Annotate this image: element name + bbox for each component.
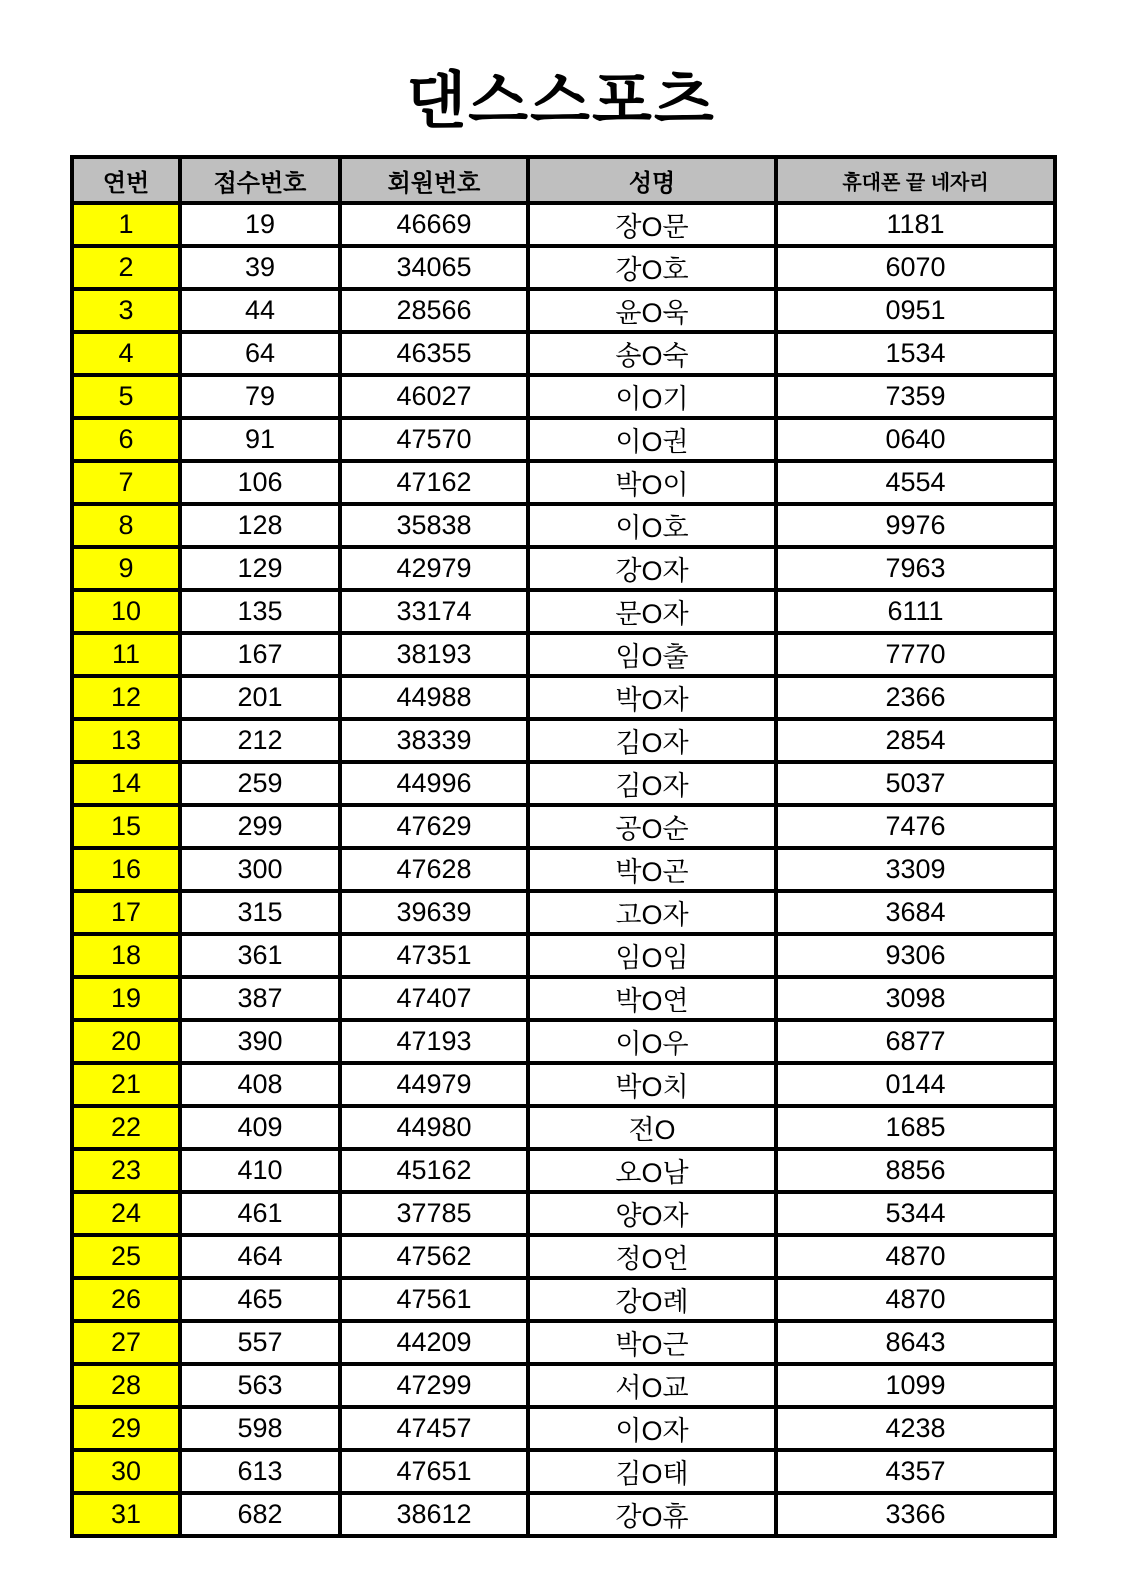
serial-cell: 21 (72, 1063, 180, 1106)
name-cell: 임O임 (528, 934, 776, 977)
table-row (72, 676, 1055, 719)
member-no-cell: 47351 (340, 934, 528, 977)
phone-last4-cell: 2854 (776, 719, 1055, 762)
receipt-no-cell: 167 (180, 633, 340, 676)
phone-last4-cell: 6070 (776, 246, 1055, 289)
header-receipt-no: 접수번호 (180, 157, 340, 203)
member-no-cell: 28566 (340, 289, 528, 332)
table-row (72, 1364, 1055, 1407)
name-cell: 문O자 (528, 590, 776, 633)
header-name: 성명 (528, 157, 776, 203)
table-row (72, 1493, 1055, 1536)
phone-last4-cell: 4554 (776, 461, 1055, 504)
serial-cell: 7 (72, 461, 180, 504)
serial-cell: 6 (72, 418, 180, 461)
serial-cell: 26 (72, 1278, 180, 1321)
table-row (72, 332, 1055, 375)
member-no-cell: 35838 (340, 504, 528, 547)
name-cell: 이O권 (528, 418, 776, 461)
serial-cell: 4 (72, 332, 180, 375)
receipt-no-cell: 64 (180, 332, 340, 375)
name-cell: 김O자 (528, 762, 776, 805)
table-row (72, 805, 1055, 848)
phone-last4-cell: 0144 (776, 1063, 1055, 1106)
receipt-no-cell: 135 (180, 590, 340, 633)
name-cell: 김O자 (528, 719, 776, 762)
receipt-no-cell: 461 (180, 1192, 340, 1235)
serial-cell: 11 (72, 633, 180, 676)
phone-last4-cell: 3309 (776, 848, 1055, 891)
table-row (72, 246, 1055, 289)
member-no-cell: 33174 (340, 590, 528, 633)
table-row (72, 1278, 1055, 1321)
name-cell: 박O자 (528, 676, 776, 719)
header-phone-last4: 휴대폰 끝 네자리 (776, 157, 1055, 203)
receipt-no-cell: 613 (180, 1450, 340, 1493)
member-no-cell: 46355 (340, 332, 528, 375)
receipt-no-cell: 557 (180, 1321, 340, 1364)
receipt-no-cell: 44 (180, 289, 340, 332)
table-body (72, 203, 1055, 1536)
member-no-cell: 38339 (340, 719, 528, 762)
member-no-cell: 47299 (340, 1364, 528, 1407)
serial-cell: 30 (72, 1450, 180, 1493)
name-cell: 서O교 (528, 1364, 776, 1407)
table-row (72, 848, 1055, 891)
serial-cell: 22 (72, 1106, 180, 1149)
serial-cell: 14 (72, 762, 180, 805)
serial-cell: 8 (72, 504, 180, 547)
receipt-no-cell: 390 (180, 1020, 340, 1063)
receipt-no-cell: 300 (180, 848, 340, 891)
receipt-no-cell: 563 (180, 1364, 340, 1407)
phone-last4-cell: 4870 (776, 1235, 1055, 1278)
table-row (72, 461, 1055, 504)
receipt-no-cell: 682 (180, 1493, 340, 1536)
phone-last4-cell: 7963 (776, 547, 1055, 590)
receipt-no-cell: 408 (180, 1063, 340, 1106)
receipt-no-cell: 299 (180, 805, 340, 848)
member-no-cell: 42979 (340, 547, 528, 590)
receipt-no-cell: 106 (180, 461, 340, 504)
receipt-no-cell: 79 (180, 375, 340, 418)
member-no-cell: 47651 (340, 1450, 528, 1493)
phone-last4-cell: 8643 (776, 1321, 1055, 1364)
member-no-cell: 47162 (340, 461, 528, 504)
receipt-no-cell: 39 (180, 246, 340, 289)
serial-cell: 12 (72, 676, 180, 719)
table-row (72, 633, 1055, 676)
phone-last4-cell: 1534 (776, 332, 1055, 375)
phone-last4-cell: 1685 (776, 1106, 1055, 1149)
serial-cell: 25 (72, 1235, 180, 1278)
table-row (72, 590, 1055, 633)
name-cell: 송O숙 (528, 332, 776, 375)
phone-last4-cell: 5344 (776, 1192, 1055, 1235)
table-row (72, 203, 1055, 246)
phone-last4-cell: 5037 (776, 762, 1055, 805)
receipt-no-cell: 387 (180, 977, 340, 1020)
member-no-cell: 47407 (340, 977, 528, 1020)
member-no-cell: 47628 (340, 848, 528, 891)
table-row (72, 1106, 1055, 1149)
serial-cell: 16 (72, 848, 180, 891)
receipt-no-cell: 201 (180, 676, 340, 719)
serial-cell: 2 (72, 246, 180, 289)
table-row (72, 934, 1055, 977)
member-no-cell: 34065 (340, 246, 528, 289)
member-no-cell: 47193 (340, 1020, 528, 1063)
receipt-no-cell: 212 (180, 719, 340, 762)
table-row (72, 375, 1055, 418)
name-cell: 오O남 (528, 1149, 776, 1192)
phone-last4-cell: 4357 (776, 1450, 1055, 1493)
member-no-cell: 47570 (340, 418, 528, 461)
receipt-no-cell: 465 (180, 1278, 340, 1321)
name-cell: 박O연 (528, 977, 776, 1020)
name-cell: 장O문 (528, 203, 776, 246)
table-header (72, 157, 1055, 203)
serial-cell: 1 (72, 203, 180, 246)
serial-cell: 5 (72, 375, 180, 418)
member-no-cell: 46027 (340, 375, 528, 418)
name-cell: 이O자 (528, 1407, 776, 1450)
name-cell: 윤O욱 (528, 289, 776, 332)
member-no-cell: 47562 (340, 1235, 528, 1278)
member-no-cell: 46669 (340, 203, 528, 246)
name-cell: 이O기 (528, 375, 776, 418)
header-row (72, 157, 1055, 203)
phone-last4-cell: 0951 (776, 289, 1055, 332)
table-row (72, 1063, 1055, 1106)
header-serial: 연번 (72, 157, 180, 203)
member-no-cell: 38193 (340, 633, 528, 676)
serial-cell: 15 (72, 805, 180, 848)
phone-last4-cell: 3684 (776, 891, 1055, 934)
name-cell: 박O치 (528, 1063, 776, 1106)
table-row (72, 504, 1055, 547)
phone-last4-cell: 3366 (776, 1493, 1055, 1536)
name-cell: 박O곤 (528, 848, 776, 891)
receipt-no-cell: 464 (180, 1235, 340, 1278)
phone-last4-cell: 9306 (776, 934, 1055, 977)
name-cell: 강O자 (528, 547, 776, 590)
serial-cell: 9 (72, 547, 180, 590)
name-cell: 이O우 (528, 1020, 776, 1063)
serial-cell: 13 (72, 719, 180, 762)
name-cell: 전O (528, 1106, 776, 1149)
serial-cell: 10 (72, 590, 180, 633)
serial-cell: 17 (72, 891, 180, 934)
serial-cell: 29 (72, 1407, 180, 1450)
serial-cell: 24 (72, 1192, 180, 1235)
name-cell: 양O자 (528, 1192, 776, 1235)
table-row (72, 1450, 1055, 1493)
table-row (72, 1407, 1055, 1450)
phone-last4-cell: 4870 (776, 1278, 1055, 1321)
phone-last4-cell: 1181 (776, 203, 1055, 246)
receipt-no-cell: 128 (180, 504, 340, 547)
member-no-cell: 44996 (340, 762, 528, 805)
name-cell: 강O호 (528, 246, 776, 289)
member-no-cell: 44980 (340, 1106, 528, 1149)
receipt-no-cell: 410 (180, 1149, 340, 1192)
phone-last4-cell: 9976 (776, 504, 1055, 547)
name-cell: 정O언 (528, 1235, 776, 1278)
serial-cell: 20 (72, 1020, 180, 1063)
phone-last4-cell: 3098 (776, 977, 1055, 1020)
receipt-no-cell: 409 (180, 1106, 340, 1149)
receipt-no-cell: 91 (180, 418, 340, 461)
serial-cell: 27 (72, 1321, 180, 1364)
serial-cell: 23 (72, 1149, 180, 1192)
serial-cell: 19 (72, 977, 180, 1020)
table-row (72, 1192, 1055, 1235)
table-row (72, 1321, 1055, 1364)
table-row (72, 762, 1055, 805)
member-no-cell: 44988 (340, 676, 528, 719)
phone-last4-cell: 7476 (776, 805, 1055, 848)
name-cell: 김O태 (528, 1450, 776, 1493)
member-no-cell: 47561 (340, 1278, 528, 1321)
member-no-cell: 44209 (340, 1321, 528, 1364)
phone-last4-cell: 0640 (776, 418, 1055, 461)
phone-last4-cell: 4238 (776, 1407, 1055, 1450)
phone-last4-cell: 7770 (776, 633, 1055, 676)
receipt-no-cell: 19 (180, 203, 340, 246)
table-row (72, 1020, 1055, 1063)
header-member-no: 회원번호 (340, 157, 528, 203)
name-cell: 박O근 (528, 1321, 776, 1364)
name-cell: 이O호 (528, 504, 776, 547)
member-no-cell: 47457 (340, 1407, 528, 1450)
phone-last4-cell: 1099 (776, 1364, 1055, 1407)
name-cell: 공O순 (528, 805, 776, 848)
name-cell: 고O자 (528, 891, 776, 934)
member-no-cell: 39639 (340, 891, 528, 934)
table-row (72, 289, 1055, 332)
phone-last4-cell: 6877 (776, 1020, 1055, 1063)
serial-cell: 31 (72, 1493, 180, 1536)
phone-last4-cell: 7359 (776, 375, 1055, 418)
member-no-cell: 37785 (340, 1192, 528, 1235)
table-row (72, 1149, 1055, 1192)
table-row (72, 1235, 1055, 1278)
table-row (72, 719, 1055, 762)
name-cell: 임O출 (528, 633, 776, 676)
table-row (72, 977, 1055, 1020)
name-cell: 강O례 (528, 1278, 776, 1321)
name-cell: 강O휴 (528, 1493, 776, 1536)
member-no-cell: 38612 (340, 1493, 528, 1536)
member-no-cell: 44979 (340, 1063, 528, 1106)
serial-cell: 28 (72, 1364, 180, 1407)
name-cell: 박O이 (528, 461, 776, 504)
receipt-no-cell: 598 (180, 1407, 340, 1450)
phone-last4-cell: 8856 (776, 1149, 1055, 1192)
receipt-no-cell: 259 (180, 762, 340, 805)
receipt-no-cell: 361 (180, 934, 340, 977)
table-row (72, 418, 1055, 461)
receipt-no-cell: 129 (180, 547, 340, 590)
receipt-no-cell: 315 (180, 891, 340, 934)
serial-cell: 3 (72, 289, 180, 332)
phone-last4-cell: 6111 (776, 590, 1055, 633)
phone-last4-cell: 2366 (776, 676, 1055, 719)
member-no-cell: 47629 (340, 805, 528, 848)
serial-cell: 18 (72, 934, 180, 977)
table-row (72, 547, 1055, 590)
roster-table (70, 155, 1057, 1538)
member-no-cell: 45162 (340, 1149, 528, 1192)
page-title: 댄스스포츠 (406, 67, 716, 136)
table-row (72, 891, 1055, 934)
